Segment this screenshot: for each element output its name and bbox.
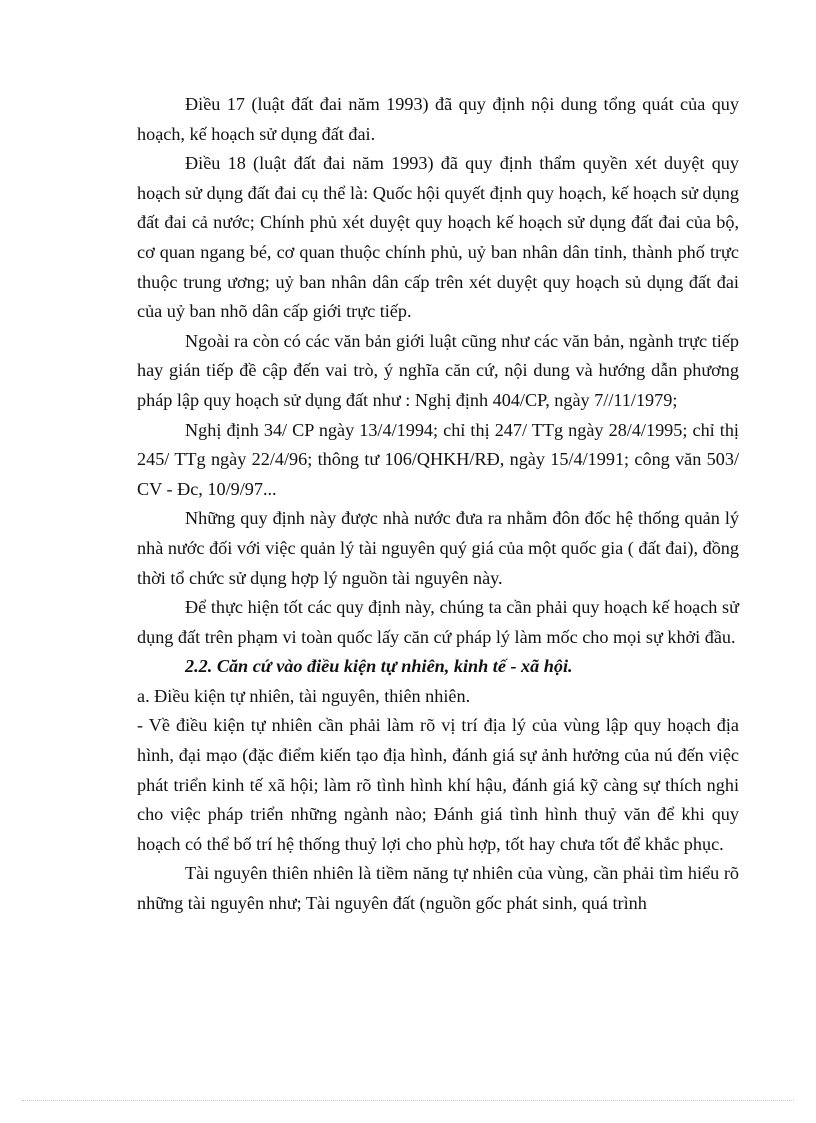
paragraph-article-18: Điều 18 (luật đất đai năm 1993) đã quy định thẩm quyền xét duyệt quy hoạch sử dụng đất đai cụ thể là: Quốc hội quyết định quy hoạch, kế hoạch sử dụng đất đai cả nước; Chính phủ xét duyệt quy hoạch kế hoạch sử dụng đất đai của bộ, cơ quan ngang bé, cơ quan thuộc chính phủ, uỷ ban nhân dân tỉnh, thành phố trực thuộc trung ương; uỷ ban nhân dân cấp trên xét duyệt quy hoạch sủ dụng đất đai của uỷ ban nhõ dân cấp giới trực tiếp. (137, 153, 739, 322)
paragraph-natural-conditions: - Về điều kiện tự nhiên cần phải làm rõ vị trí địa lý của vùng lập quy hoạch địa hình, đại mạo (đặc điểm kiến tạo địa hình, đánh giá sự ảnh hưởng của nú đến việc phát triển kinh tế xã hội; làm rõ tình hình khí hậu, đánh giá kỹ càng sự thích nghi cho việc pháp triển những ngành nào; Đánh giá tình hình thuỷ văn để khi quy hoạch có thể bố trí hệ thống thuỷ lợi cho phù hợp, tốt hay chưa tốt để khắc phục. (137, 715, 739, 854)
document-body (137, 90, 739, 919)
paragraph-article-17: Điều 17 (luật đất đai năm 1993) đã quy định nội dung tổng quát của quy hoạch, kế hoạch sử dụng đất đai. (137, 94, 739, 144)
page-bottom-divider (22, 1100, 794, 1101)
subheading-natural-conditions: a. Điều kiện tự nhiên, tài nguyên, thiên nhiên. (137, 685, 471, 706)
paragraph-implementation: Để thực hiện tốt các quy định này, chúng ta cần phải quy hoạch kế hoạch sử dụng đất trên phạm vi toàn quốc lấy căn cứ pháp lý làm mốc cho mọi sự khởi đầu. (137, 597, 739, 647)
paragraph-natural-resources: Tài nguyên thiên nhiên là tiềm năng tự nhiên của vùng, cần phải tìm hiểu rõ những tài nguyên như; Tài nguyên đất (nguồn gốc phát sinh, quá trình (137, 863, 739, 914)
paragraph-decree-list: Nghị định 34/ CP ngày 13/4/1994; chỉ thị 247/ TTg ngày 28/4/1995; chỉ thị 245/ TTg ngày 22/4/96; thông tư 106/QHKH/RĐ, ngày 15/4/1991; công văn 503/ CV - Đc, 10/9/97... (137, 419, 739, 499)
section-heading: 2.2. Căn cứ vào điều kiện tự nhiên, kinh tế - xã hội. (185, 656, 573, 677)
paragraph-other-documents: Ngoài ra còn có các văn bản giới luật cũng như các văn bản, ngành trực tiếp hay gián tiếp đề cập đến vai trò, ý nghĩa căn cứ, nội dung và hướng dẫn phương pháp lập quy hoạch sử dụng đất như : Nghị định 404/CP, ngày 7//11/1979; (137, 330, 739, 410)
paragraph-regulations-purpose: Những quy định này được nhà nước đưa ra nhằm đôn đốc hệ thống quản lý nhà nước đối với việc quản lý tài nguyên quý giá của một quốc gia ( đất đai), đồng thời tổ chức sử dụng hợp lý nguồn tài nguyên này. (137, 508, 739, 588)
